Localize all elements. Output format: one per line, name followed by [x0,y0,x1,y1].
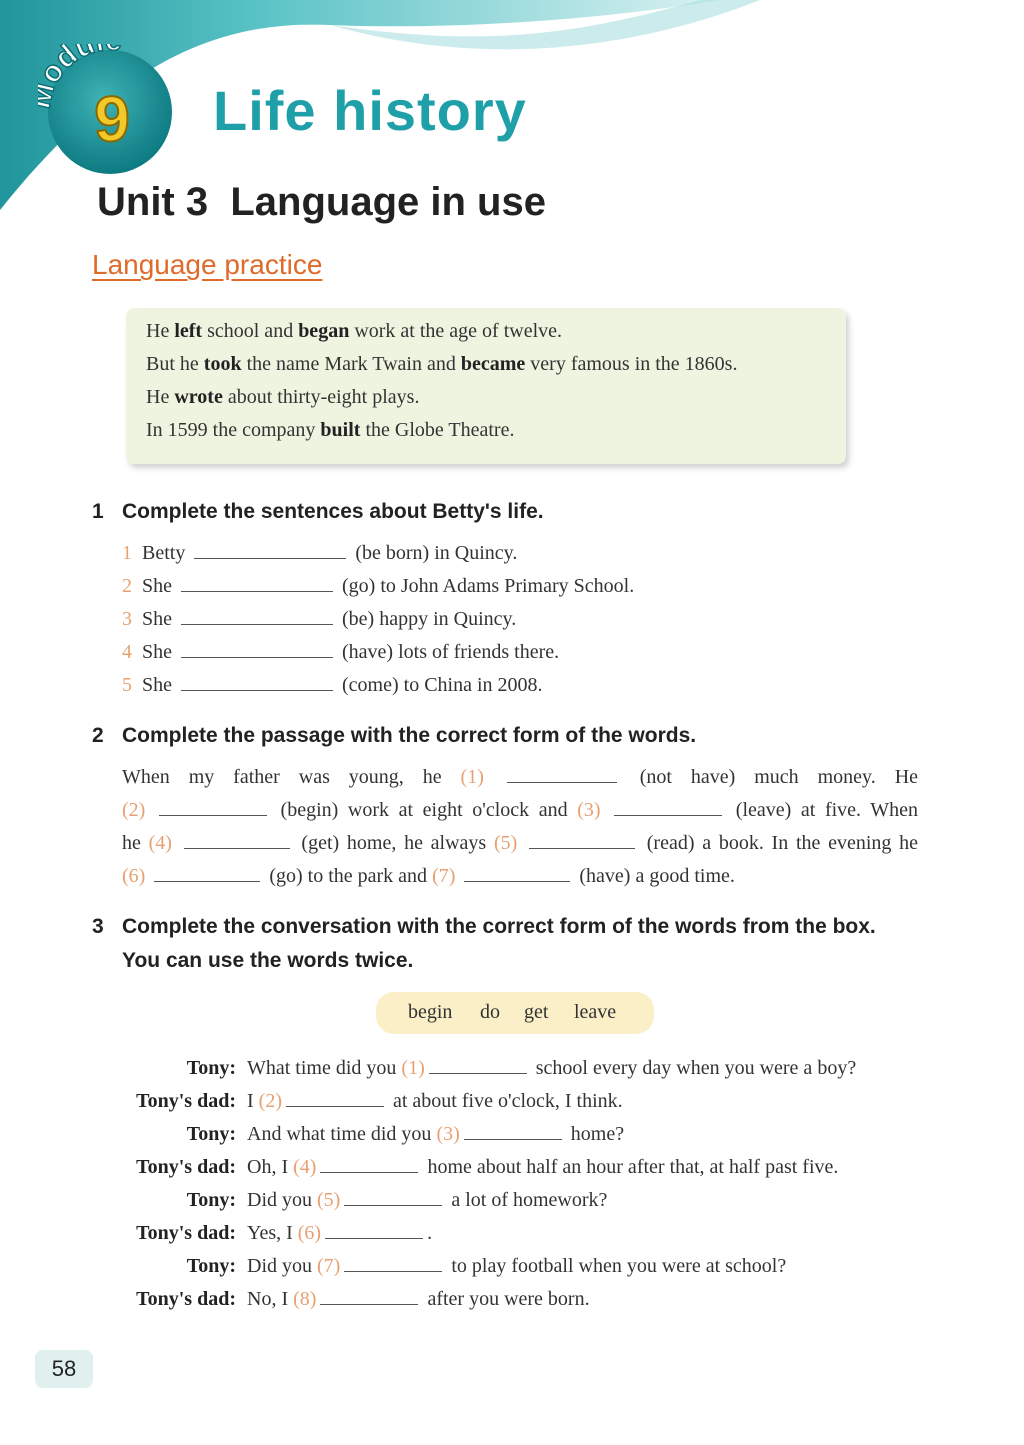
word-do: do [480,1001,500,1023]
conversation-line: I (2) at about five o'clock, I think. [247,1090,623,1112]
answer-blank[interactable] [507,781,617,783]
exercise1-item: 2 She (go) to John Adams Primary School. [122,575,635,597]
answer-blank[interactable] [181,623,333,625]
answer-blank[interactable] [344,1270,442,1272]
answer-blank[interactable] [184,847,290,849]
conversation-line: No, I (8) after you were born. [247,1288,590,1310]
word-box [376,992,654,1034]
conversation-line: Yes, I (6) . [247,1222,433,1244]
answer-blank[interactable] [529,847,635,849]
grammar-line: He wrote about thirty-eight plays. [146,386,420,408]
speaker-label: Tony: [186,1123,236,1145]
answer-blank[interactable] [181,590,333,592]
conversation-line: Did you (7) to play football when you were at school? [247,1255,787,1277]
grammar-line: He left school and began work at the age of twelve. [146,320,563,342]
word-get: get [524,1001,549,1023]
exercise3-heading: 3 Complete the conversation with the correct form of the words from the box. [92,915,876,938]
speaker-label: Tony's dad: [136,1090,236,1112]
word-leave: leave [574,1001,617,1023]
speaker-label: Tony's dad: [136,1222,236,1244]
section-title: Language practice [92,249,323,280]
answer-blank[interactable] [464,880,570,882]
speaker-label: Tony's dad: [136,1156,236,1178]
answer-blank[interactable] [286,1105,384,1107]
answer-blank[interactable] [614,814,722,816]
exercise2-line: (2) (begin) work at eight o'clock and (3) (leave) at five. When [122,799,919,821]
grammar-box [126,308,846,464]
conversation-line: Did you (5) a lot of homework? [247,1189,608,1211]
answer-blank[interactable] [325,1237,423,1239]
speaker-label: Tony: [186,1189,236,1211]
grammar-line: In 1599 the company built the Globe Theatre. [146,419,515,441]
page-number: 58 [35,1350,93,1388]
answer-blank[interactable] [159,814,267,816]
grammar-line: But he took the name Mark Twain and became very famous in the 1860s. [146,353,738,375]
exercise2-line: he (4) (get) home, he always (5) (read) a book. In the evening he [122,832,919,854]
answer-blank[interactable] [181,656,333,658]
exercise1-heading: 1 Complete the sentences about Betty's life. [92,500,544,523]
conversation-line: Oh, I (4) home about half an hour after that, at half past five. [247,1156,839,1178]
exercise1-item: 4 She (have) lots of friends there. [122,641,560,663]
answer-blank[interactable] [320,1303,418,1305]
answer-blank[interactable] [154,880,260,882]
exercise2-line: When my father was young, he (1) (not have) much money. He [122,766,919,788]
speaker-label: Tony: [186,1057,236,1079]
speaker-label: Tony: [186,1255,236,1277]
speaker-label: Tony's dad: [136,1288,236,1310]
module-title: Life history [213,79,527,142]
conversation-line: And what time did you (3) home? [247,1123,625,1145]
module-number: 9 [94,83,130,155]
unit-title: Unit 3 Language in use [97,180,546,224]
exercise2-heading: 2 Complete the passage with the correct form of the words. [92,724,697,747]
exercise1-item: 3 She (be) happy in Quincy. [122,608,517,630]
conversation-line: What time did you (1) school every day when you were a boy? [247,1057,857,1079]
svg-text:Module: du [48,44,100,76]
answer-blank[interactable] [194,557,346,559]
exercise1-item: 1 Betty (be born) in Quincy. [122,542,518,564]
exercise1-item: 5 She (come) to China in 2008. [122,674,543,696]
exercise2-line: (6) (go) to the park and (7) (have) a good time. [122,865,735,887]
exercise3-heading-line2: You can use the words twice. [122,949,414,972]
answer-blank[interactable] [181,689,333,691]
answer-blank[interactable] [429,1072,527,1074]
answer-blank[interactable] [320,1171,418,1173]
answer-blank[interactable] [464,1138,562,1140]
word-begin: begin [408,1001,453,1023]
answer-blank[interactable] [344,1204,442,1206]
